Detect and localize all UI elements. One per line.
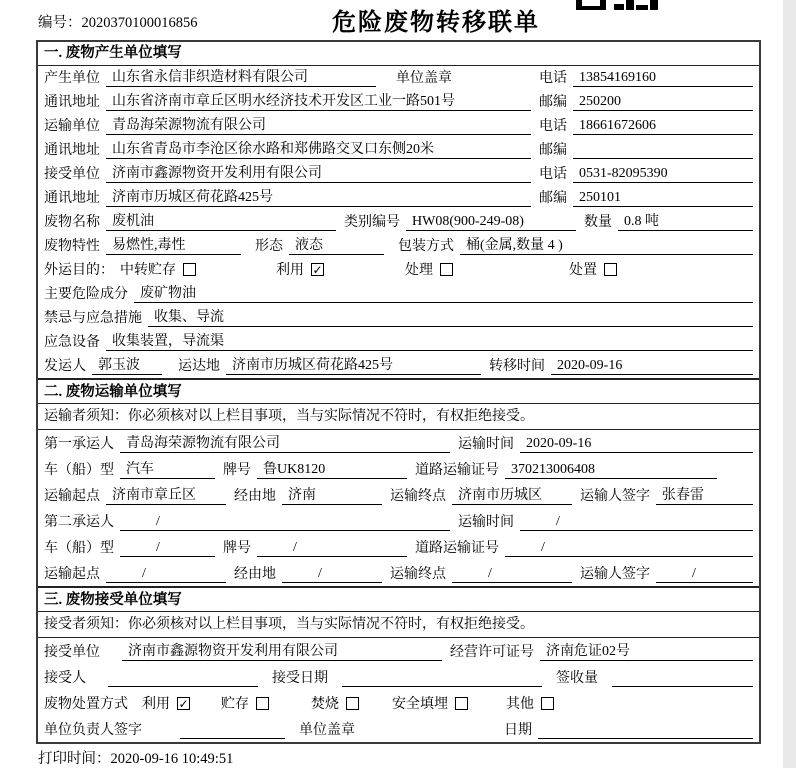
- disposal-option-label: 其他: [506, 697, 534, 712]
- receipt-amount-label: 签收量: [556, 671, 598, 686]
- destination-label: 运达地: [178, 359, 220, 374]
- row-receiver-address: [38, 186, 759, 210]
- carrier1-sign: 张春雷: [656, 486, 753, 505]
- checkbox-disposal-incinerate: [346, 697, 359, 710]
- waste-name-label: 废物名称: [44, 215, 100, 230]
- permit-label: 道路运输证号: [415, 463, 499, 478]
- zip-label: 邮编: [539, 95, 567, 110]
- phone-label: 电话: [539, 71, 567, 86]
- unit-seal-label: 单位盖章: [396, 71, 452, 86]
- recipient-value: [108, 668, 258, 687]
- recipient-label: 接受人: [44, 671, 86, 686]
- print-time-label: 打印时间：: [38, 751, 111, 767]
- manager-sign-label: 单位负责人签字: [44, 723, 142, 738]
- row-waste-traits: [38, 234, 759, 258]
- zip-label: 邮编: [539, 143, 567, 158]
- waste-name-value: 废机油: [106, 212, 336, 231]
- row-emergency-equipment: [38, 330, 759, 354]
- producer-label: 产生单位: [44, 71, 100, 86]
- row-shipper: [38, 354, 759, 378]
- disposal-option-label: 利用: [142, 697, 170, 712]
- via-label: 经由地: [234, 567, 276, 582]
- print-time: [38, 747, 233, 768]
- destination-value: 济南市历城区荷花路425号: [226, 356, 481, 375]
- row-receiver: [38, 162, 759, 186]
- row-transporter: [38, 114, 759, 138]
- checkbox-disposal-other: [541, 697, 554, 710]
- purpose-option-label: 利用: [276, 263, 304, 278]
- carrier2-permit: /: [505, 538, 753, 557]
- sign-label: 运输人签字: [580, 489, 650, 504]
- purpose-label: 外运目的：: [44, 263, 114, 278]
- via-label: 经由地: [234, 489, 276, 504]
- vehicle-label: 车（船）型: [44, 541, 114, 556]
- hazard-label: 主要危险成分: [44, 287, 128, 302]
- quantity-value: 0.8 吨: [618, 212, 753, 231]
- purpose-option-label: 处置: [569, 263, 597, 278]
- carrier2-via: /: [282, 564, 382, 583]
- row-carrier1: [38, 430, 759, 456]
- shipper-value: 郭玉波: [92, 356, 162, 375]
- receiver-label: 接受单位: [44, 167, 100, 182]
- purpose-option-utilize: [276, 259, 405, 279]
- license-label: 经营许可证号: [450, 645, 534, 660]
- disposal-option-incinerate: [311, 693, 392, 713]
- carrier1-label: 第一承运人: [44, 437, 114, 452]
- quantity-label: 数量: [584, 215, 612, 230]
- origin-label: 运输起点: [44, 567, 100, 582]
- carrier2-plate: /: [257, 538, 407, 557]
- packing-label: 包装方式: [398, 239, 454, 254]
- row-transfer-purpose: [38, 258, 759, 282]
- category-label: 类别编号: [344, 215, 400, 230]
- purpose-option-label: 中转贮存: [120, 263, 176, 278]
- category-value: HW08(900-249-08): [406, 212, 576, 231]
- purpose-option-treat: [405, 259, 569, 279]
- section2-title: 二. 废物运输单位填写: [38, 378, 759, 404]
- producer-address: 山东省济南市章丘区明水经济技术开发区工业一路501号: [106, 92, 531, 111]
- carrier2-time: /: [520, 512, 753, 531]
- print-time-value: 2020-09-16 10:49:51: [110, 751, 234, 767]
- section-receiver: [38, 586, 759, 742]
- carrier1-plate: 鲁UK8120: [257, 460, 407, 479]
- checkbox-dispose: [604, 263, 617, 276]
- receive-date-label: 接受日期: [272, 671, 328, 686]
- disposal-option-utilize: [142, 693, 221, 713]
- taboo-value: 收集、导流: [148, 308, 753, 327]
- row-producer: [38, 66, 759, 90]
- transfer-time-label: 转移时间: [489, 359, 545, 374]
- row-hazard-component: [38, 282, 759, 306]
- receiver-value: 济南市鑫源物资开发利用有限公司: [106, 164, 531, 183]
- carrier2-vehicle: /: [120, 538, 215, 557]
- vehicle-label: 车（船）型: [44, 463, 114, 478]
- carrier1-permit: 370213006408: [505, 460, 717, 479]
- doc-number-label: 编号：: [38, 15, 82, 31]
- manager-sign-value: [180, 720, 285, 739]
- page-title: 危险废物转移联单: [332, 10, 540, 36]
- disposal-option-label: 安全填埋: [392, 697, 448, 712]
- page-edge: [783, 0, 796, 768]
- receive-unit-value: 济南市鑫源物资开发利用有限公司: [122, 642, 442, 661]
- checkbox-storage: [183, 263, 196, 276]
- row-carrier2-route: [38, 560, 759, 586]
- permit-label: 道路运输证号: [415, 541, 499, 556]
- transporter-label: 运输单位: [44, 119, 100, 134]
- disposal-option-landfill: [392, 693, 506, 713]
- traits-label: 废物特性: [44, 239, 100, 254]
- address-label: 通讯地址: [44, 143, 100, 158]
- receipt-amount-value: [612, 668, 753, 687]
- transporter-value: 青岛海荣源物流有限公司: [106, 116, 531, 135]
- row-recipient: [38, 664, 759, 690]
- receive-date-value: [342, 668, 542, 687]
- checkbox-disposal-landfill: [455, 697, 468, 710]
- hazard-value: 废矿物油: [134, 284, 753, 303]
- carrier1-origin: 济南市章丘区: [106, 486, 226, 505]
- end-label: 运输终点: [390, 567, 446, 582]
- carrier2-label: 第二承运人: [44, 515, 114, 530]
- receiver-zip: 250101: [573, 188, 753, 207]
- section1-title: 一. 废物产生单位填写: [38, 42, 759, 66]
- purpose-option-dispose: [569, 259, 617, 279]
- row-producer-address: [38, 90, 759, 114]
- equipment-value: 收集装置，导流渠: [106, 332, 753, 351]
- receive-unit-label: 接受单位: [44, 645, 100, 660]
- section-transporter: [38, 378, 759, 586]
- transporter-notice: 运输者须知：你必须核对以上栏目事项，当与实际情况不符时，有权拒绝接受。: [38, 404, 759, 430]
- carrier2-name: /: [120, 512, 450, 531]
- purpose-option-label: 处理: [405, 263, 433, 278]
- packing-value: 桶(金属,数量 4 ): [460, 236, 753, 255]
- sign-label: 运输人签字: [580, 567, 650, 582]
- disposal-option-label: 贮存: [221, 697, 249, 712]
- transporter-address: 山东省青岛市李沧区徐水路和郑佛路交叉口东侧20米: [106, 140, 531, 159]
- receiver-phone: 0531-82095390: [573, 164, 753, 183]
- plate-label: 牌号: [223, 463, 251, 478]
- doc-number-value: 2020370100016856: [81, 15, 198, 31]
- manifest-table: [36, 40, 761, 744]
- date-value: [538, 720, 753, 739]
- row-carrier2-vehicle: [38, 534, 759, 560]
- row-disposal-method: [38, 690, 759, 716]
- carrier2-sign: /: [656, 564, 753, 583]
- checkbox-disposal-utilize: ✓: [178, 696, 189, 711]
- row-transporter-address: [38, 138, 759, 162]
- disposal-label: 废物处置方式: [44, 697, 128, 712]
- qr-code-fragment-icon: [576, 0, 658, 10]
- row-carrier1-vehicle: [38, 456, 759, 482]
- row-carrier1-route: [38, 482, 759, 508]
- date-label: 日期: [504, 723, 532, 738]
- disposal-option-label: 焚烧: [311, 697, 339, 712]
- address-label: 通讯地址: [44, 191, 100, 206]
- receiver-address: 济南市历城区荷花路425号: [106, 188, 531, 207]
- row-manager-sign: [38, 716, 759, 742]
- row-receive-unit: [38, 638, 759, 664]
- phone-label: 电话: [539, 119, 567, 134]
- carrier1-time: 2020-09-16: [520, 434, 753, 453]
- checkbox-utilize: ✓: [312, 262, 323, 277]
- producer-value: 山东省永信非织造材料有限公司: [106, 68, 376, 87]
- address-label: 通讯地址: [44, 95, 100, 110]
- carrier1-vehicle: 汽车: [120, 460, 215, 479]
- transporter-zip: [573, 140, 753, 159]
- receiver-notice: 接受者须知：你必须核对以上栏目事项，当与实际情况不符时，有权拒绝接受。: [38, 612, 759, 638]
- producer-zip: 250200: [573, 92, 753, 111]
- disposal-option-other: [506, 693, 554, 713]
- transfer-time-value: 2020-09-16: [551, 356, 753, 375]
- row-carrier2: [38, 508, 759, 534]
- carrier1-via: 济南: [282, 486, 382, 505]
- equipment-label: 应急设备: [44, 335, 100, 350]
- checkbox-treat: [440, 263, 453, 276]
- end-label: 运输终点: [390, 489, 446, 504]
- row-waste-name: [38, 210, 759, 234]
- plate-label: 牌号: [223, 541, 251, 556]
- carrier2-end: /: [452, 564, 572, 583]
- transporter-phone: 18661672606: [573, 116, 753, 135]
- disposal-option-store: [221, 693, 311, 713]
- form-value: 液态: [289, 236, 384, 255]
- producer-phone: 13854169160: [573, 68, 753, 87]
- traits-value: 易燃性,毒性: [106, 236, 241, 255]
- checkbox-disposal-store: [256, 697, 269, 710]
- carrier1-end: 济南市历城区: [452, 486, 572, 505]
- purpose-option-storage: [120, 259, 276, 279]
- license-value: 济南危证02号: [540, 642, 753, 661]
- taboo-label: 禁忌与应急措施: [44, 311, 142, 326]
- carrier2-origin: /: [106, 564, 226, 583]
- section-producer: [38, 42, 759, 378]
- transport-time-label: 运输时间: [458, 515, 514, 530]
- zip-label: 邮编: [539, 191, 567, 206]
- shipper-label: 发运人: [44, 359, 86, 374]
- unit-seal-label: 单位盖章: [299, 723, 355, 738]
- transport-time-label: 运输时间: [458, 437, 514, 452]
- section3-title: 三. 废物接受单位填写: [38, 586, 759, 612]
- carrier1-name: 青岛海荣源物流有限公司: [120, 434, 450, 453]
- phone-label: 电话: [539, 167, 567, 182]
- origin-label: 运输起点: [44, 489, 100, 504]
- doc-number: [38, 11, 198, 32]
- form-label: 形态: [255, 239, 283, 254]
- row-taboo-measures: [38, 306, 759, 330]
